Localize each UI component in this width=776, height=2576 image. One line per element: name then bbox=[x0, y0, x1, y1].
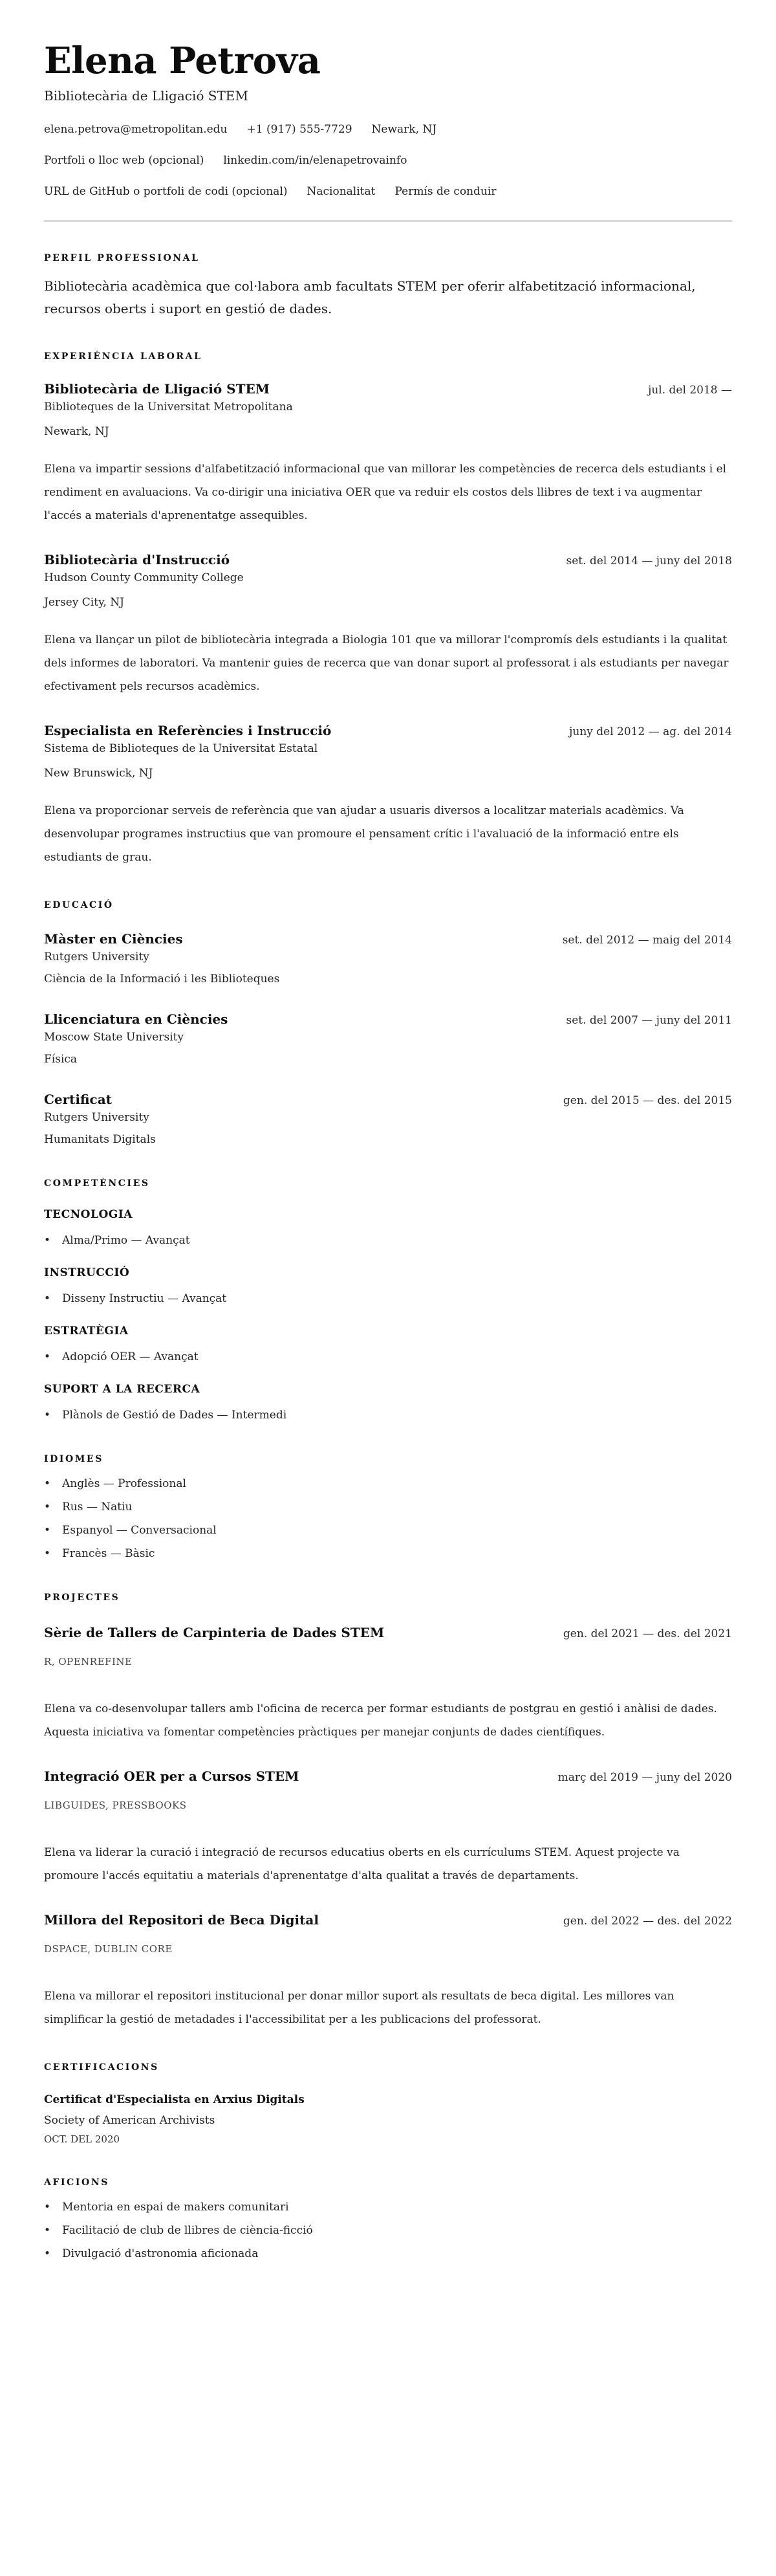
project-dates: gen. del 2022 — des. del 2022 bbox=[563, 1915, 732, 1928]
experience-entry bbox=[44, 380, 732, 527]
language-list bbox=[44, 1476, 732, 1561]
field-of-study: Ciència de la Informació i les Biblioteques bbox=[44, 973, 280, 985]
candidate-name: Elena Petrova bbox=[44, 39, 321, 82]
project-tech-stack: R, OPENREFINE bbox=[44, 1656, 133, 1668]
skill-list bbox=[44, 1233, 732, 1248]
projects-section bbox=[44, 1591, 732, 2031]
degree-title: Màster en Ciències bbox=[44, 931, 183, 947]
summary-section bbox=[44, 252, 732, 320]
education-entry bbox=[44, 1010, 732, 1067]
project-dates: gen. del 2021 — des. del 2021 bbox=[563, 1627, 732, 1640]
contact-phone[interactable]: +1 (917) 555-7729 bbox=[246, 123, 352, 136]
education-section bbox=[44, 899, 732, 1147]
certification-issuer: Society of American Archivists bbox=[44, 2114, 215, 2127]
hobbies-section bbox=[44, 2176, 732, 2262]
language-item: • Rus — Natiu bbox=[44, 1499, 732, 1515]
school-name: Moscow State University bbox=[44, 1031, 184, 1044]
resume-header bbox=[44, 39, 732, 222]
language-item: • Anglès — Professional bbox=[44, 1476, 732, 1492]
education-dates: set. del 2012 — maig del 2014 bbox=[562, 934, 732, 947]
contact-driving-license: Permís de conduir bbox=[394, 185, 497, 198]
contact-linkedin[interactable]: linkedin.com/in/elenapetrovainfo bbox=[223, 154, 407, 167]
field-of-study: Humanitats Digitals bbox=[44, 1133, 156, 1146]
contact-github[interactable]: URL de GitHub o portfoli de codi (opcional) bbox=[44, 185, 288, 198]
contact-portfolio[interactable]: Portfoli o lloc web (opcional) bbox=[44, 154, 204, 167]
skill-group bbox=[44, 1207, 732, 1248]
job-title: Especialista en Referències i Instrucció bbox=[44, 723, 332, 738]
job-description: Elena va proporcionar serveis de referència que van ajudar a usuaris diversos a localitzar materials acadèmics. Va desenvolupar programes instructius que van promoure el pensament crític i l'avaluació de la informació entre els estudiants de grau. bbox=[44, 804, 684, 864]
languages-section bbox=[44, 1453, 732, 1561]
hobby-item: • Divulgació d'astronomia aficionada bbox=[44, 2246, 732, 2262]
project-title: Sèrie de Tallers de Carpinteria de Dades STEM bbox=[44, 1625, 385, 1640]
skill-list bbox=[44, 1407, 732, 1423]
project-dates: març del 2019 — juny del 2020 bbox=[557, 1771, 732, 1784]
skills-section bbox=[44, 1177, 732, 1423]
skill-item: • Plànols de Gestió de Dades — Intermedi bbox=[44, 1407, 732, 1423]
experience-entry bbox=[44, 551, 732, 698]
header-divider bbox=[44, 220, 732, 222]
skill-group bbox=[44, 1323, 732, 1365]
degree-title: Llicenciatura en Ciències bbox=[44, 1011, 228, 1027]
contact-row bbox=[44, 122, 732, 137]
skill-item: • Alma/Primo — Avançat bbox=[44, 1233, 732, 1248]
contact-row bbox=[44, 153, 732, 168]
project-tech-stack: LIBGUIDES, PRESSBOOKS bbox=[44, 1800, 187, 1811]
job-description: Elena va llançar un pilot de bibliotecària integrada a Biologia 101 que va millorar l'compromís dels estudiants i la qualitat dels informes de laboratori. Va mantenir guies de recerca que van donar suport al professorat i als estudiants per navegar efectivament pels recursos acadèmics. bbox=[44, 633, 729, 693]
skill-group-title: TECNOLOGIA bbox=[44, 1208, 133, 1221]
skill-group-title: INSTRUCCIÓ bbox=[44, 1266, 130, 1279]
hobby-list bbox=[44, 2199, 732, 2262]
skill-list bbox=[44, 1349, 732, 1365]
job-title: Bibliotecària d'Instrucció bbox=[44, 552, 230, 567]
section-label: PERFIL PROFESSIONAL bbox=[44, 253, 200, 263]
job-location: New Brunswick, NJ bbox=[44, 767, 153, 780]
certification-title: Certificat d'Especialista en Arxius Digitals bbox=[44, 2093, 305, 2106]
section-label: COMPETÈNCIES bbox=[44, 1178, 150, 1189]
section-label: CERTIFICACIONS bbox=[44, 2062, 159, 2073]
hobby-item: • Facilitació de club de llibres de ciència-ficció bbox=[44, 2223, 732, 2238]
candidate-headline: Bibliotecària de Lligació STEM bbox=[44, 88, 248, 104]
hobby-item: • Mentoria en espai de makers comunitari bbox=[44, 2199, 732, 2215]
skill-group bbox=[44, 1265, 732, 1306]
section-label: EDUCACIÓ bbox=[44, 900, 114, 910]
experience-entry bbox=[44, 721, 732, 869]
job-location: Jersey City, NJ bbox=[44, 596, 124, 609]
certification-entry bbox=[44, 2092, 732, 2146]
school-name: Rutgers University bbox=[44, 951, 149, 963]
project-entry bbox=[44, 1624, 732, 1744]
certifications-section bbox=[44, 2061, 732, 2146]
contact-row bbox=[44, 184, 732, 199]
section-label: PROJECTES bbox=[44, 1592, 120, 1603]
contact-nationality: Nacionalitat bbox=[307, 185, 376, 198]
job-location: Newark, NJ bbox=[44, 425, 109, 438]
language-item: • Espanyol — Conversacional bbox=[44, 1523, 732, 1538]
experience-section bbox=[44, 350, 732, 869]
project-title: Integració OER per a Cursos STEM bbox=[44, 1768, 299, 1784]
summary-text: Bibliotecària acadèmica que col·labora amb facultats STEM per oferir alfabetització informacional, recursos oberts i suport en gestió de dades. bbox=[44, 278, 696, 316]
contact-email[interactable]: elena.petrova@metropolitan.edu bbox=[44, 123, 228, 136]
job-dates: juny del 2012 — ag. del 2014 bbox=[569, 725, 732, 738]
education-entry bbox=[44, 1090, 732, 1147]
degree-title: Certificat bbox=[44, 1092, 112, 1107]
job-dates: jul. del 2018 — bbox=[648, 384, 732, 397]
job-description: Elena va impartir sessions d'alfabetització informacional que van millorar les competències de recerca dels estudiants i el rendiment en avaluacions. Va co-dirigir una iniciativa OER que va reduir els costos dels llibres de text i va augmentar l'accés a materials d'aprenentatge assequibles. bbox=[44, 463, 727, 522]
education-dates: gen. del 2015 — des. del 2015 bbox=[563, 1094, 732, 1107]
skill-item: • Adopció OER — Avançat bbox=[44, 1349, 732, 1365]
section-label: IDIOMES bbox=[44, 1454, 103, 1464]
job-employer: Sistema de Biblioteques de la Universitat Estatal bbox=[44, 742, 318, 755]
skill-list bbox=[44, 1291, 732, 1306]
field-of-study: Física bbox=[44, 1053, 78, 1066]
school-name: Rutgers University bbox=[44, 1111, 149, 1124]
language-item: • Francès — Bàsic bbox=[44, 1546, 732, 1561]
education-entry bbox=[44, 930, 732, 987]
project-entry bbox=[44, 1767, 732, 1888]
project-title: Millora del Repositori de Beca Digital bbox=[44, 1912, 319, 1928]
job-employer: Hudson County Community College bbox=[44, 571, 244, 584]
skill-group-title: SUPORT A LA RECERCA bbox=[44, 1383, 200, 1396]
skill-group-title: ESTRATÈGIA bbox=[44, 1325, 129, 1338]
section-label: EXPERIÈNCIA LABORAL bbox=[44, 351, 202, 362]
job-employer: Biblioteques de la Universitat Metropolitana bbox=[44, 401, 293, 413]
project-entry bbox=[44, 1911, 732, 2031]
job-title: Bibliotecària de Lligació STEM bbox=[44, 381, 270, 397]
skill-group bbox=[44, 1382, 732, 1423]
contact-location: Newark, NJ bbox=[371, 123, 437, 136]
section-label: AFICIONS bbox=[44, 2177, 109, 2188]
certification-date: OCT. DEL 2020 bbox=[44, 2133, 120, 2145]
project-description: Elena va millorar el repositori institucional per donar millor suport als resultats de beca digital. Les millores van simplificar la gestió de metadades i l'accessibilitat per a les publicacions del professorat. bbox=[44, 1990, 674, 2026]
project-tech-stack: DSPACE, DUBLIN CORE bbox=[44, 1943, 173, 1955]
job-dates: set. del 2014 — juny del 2018 bbox=[566, 555, 732, 567]
project-description: Elena va liderar la curació i integració de recursos educatius oberts en els currículums STEM. Aquest projecte va promoure l'accés equitatiu a materials d'aprenentatge d'alta qualitat a través de departaments. bbox=[44, 1846, 680, 1882]
project-description: Elena va co-desenvolupar tallers amb l'oficina de recerca per formar estudiants de postgrau en gestió i anàlisi de dades. Aquesta iniciativa va fomentar competències pràctiques per manejar conjunts de dades científiques. bbox=[44, 1702, 717, 1739]
education-dates: set. del 2007 — juny del 2011 bbox=[566, 1014, 732, 1027]
skill-item: • Disseny Instructiu — Avançat bbox=[44, 1291, 732, 1306]
